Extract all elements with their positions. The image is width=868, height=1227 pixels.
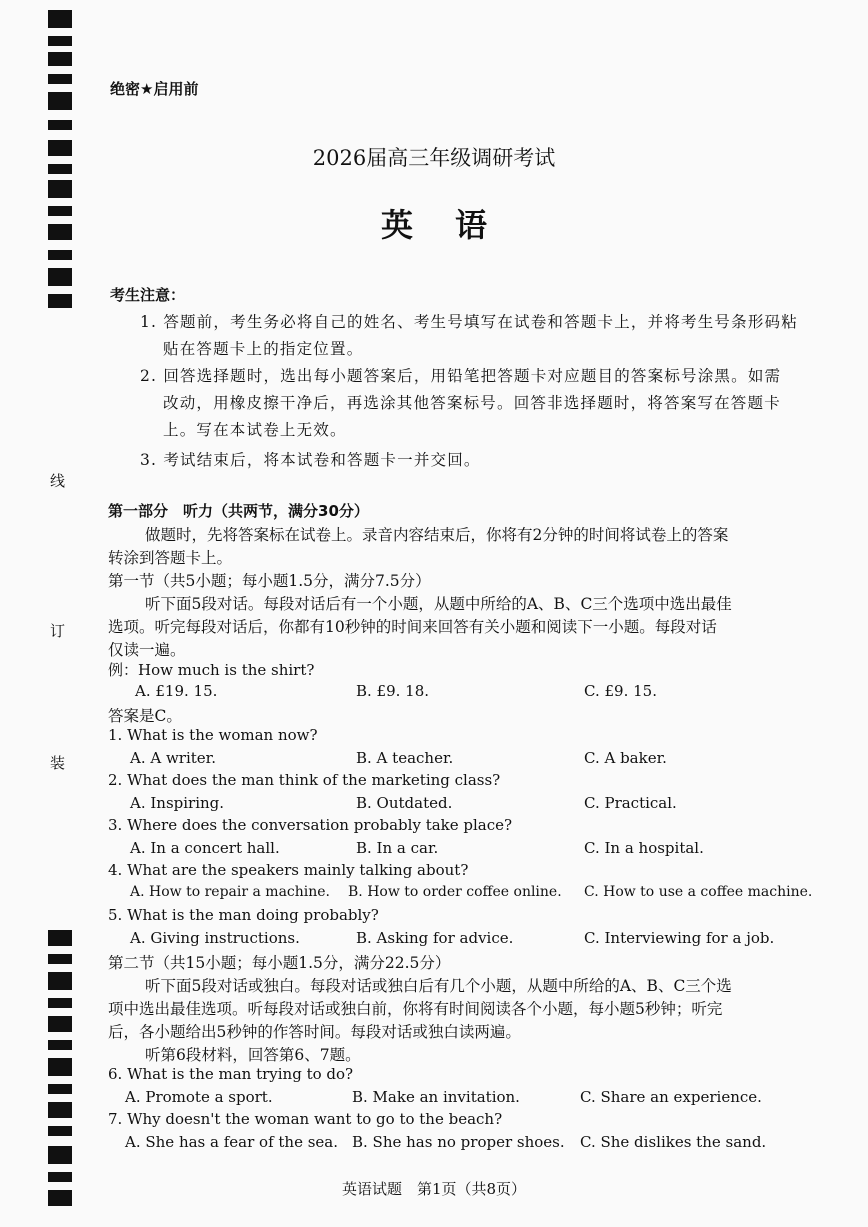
- question-1-option-a: A. A writer.: [130, 749, 216, 767]
- question-7-option-a: A. She has a fear of the sea.: [125, 1133, 339, 1151]
- section1-heading: 第一节（共5小题；每小题1.5分，满分7.5分）: [108, 572, 431, 590]
- question-1: 1. What is the woman now?: [108, 726, 318, 744]
- question-6-option-a: A. Promote a sport.: [125, 1088, 273, 1106]
- question-2-option-a: A. Inspiring.: [130, 794, 225, 812]
- exam-title: 2026届高三年级调研考试: [312, 146, 556, 170]
- notice-title: 考生注意：: [110, 286, 186, 304]
- section1-intro: 听下面5段对话。每段对话后有一个小题，从题中所给的A、B、C三个选项中选出最佳: [145, 595, 732, 613]
- question-4-option-c: C. How to use a coffee machine.: [584, 884, 813, 900]
- notice-line: 3. 考试结束后，将本试卷和答题卡一并交回。: [140, 451, 481, 469]
- section2-intro: 听下面5段对话或独白。每段对话或独白后有几个小题，从题中所给的A、B、C三个选: [145, 977, 732, 995]
- confidential-label: 绝密★启用前: [110, 80, 199, 98]
- notice-line: 1. 答题前，考生务必将自己的姓名、考生号填写在试卷和答题卡上，并将考生号条形码粘: [140, 313, 798, 331]
- question-4-option-a: A. How to repair a machine.: [130, 884, 330, 900]
- question-3-option-c: C. In a hospital.: [584, 839, 704, 857]
- question-6-option-b: B. Make an invitation.: [352, 1088, 520, 1106]
- question-6-option-c: C. Share an experience.: [580, 1088, 762, 1106]
- binding-char-line: 线: [50, 472, 66, 490]
- notice-line: 2. 回答选择题时，选出每小题答案后，用铅笔把答题卡对应题目的答案标号涂黑。如需: [140, 367, 782, 385]
- example-option-a: A. £19. 15.: [135, 682, 218, 700]
- question-2-option-c: C. Practical.: [584, 794, 677, 812]
- example-option-b: B. £9. 18.: [356, 682, 430, 700]
- question-3: 3. Where does the conversation probably take place?: [108, 816, 513, 834]
- section1-intro: 仅读一遍。: [108, 641, 186, 659]
- binding-char-bind: 装: [50, 754, 66, 772]
- binding-margin: [0, 0, 80, 1227]
- notice-line: 改动，用橡皮擦干净后，再选涂其他答案标号。回答非选择题时，将答案写在答题卡: [163, 394, 781, 412]
- part1-heading: 第一部分 听力（共两节，满分30分）: [108, 502, 369, 520]
- notice-line: 上。写在本试卷上无效。: [163, 421, 347, 439]
- section2-heading: 第二节（共15小题；每小题1.5分，满分22.5分）: [108, 954, 451, 972]
- part1-intro: 转涂到答题卡上。: [108, 549, 233, 567]
- material-instruction: 听第6段材料，回答第6、7题。: [145, 1046, 361, 1064]
- subject-title: 英语: [380, 206, 529, 244]
- question-7-option-c: C. She dislikes the sand.: [580, 1133, 767, 1151]
- page-footer: 英语试题 第1页（共8页）: [341, 1180, 527, 1198]
- question-3-option-b: B. In a car.: [356, 839, 439, 857]
- question-1-option-c: C. A baker.: [584, 749, 667, 767]
- example-answer: 答案是C。: [108, 707, 182, 725]
- section1-intro: 选项。听完每段对话后，你都有10秒钟的时间来回答有关小题和阅读下一小题。每段对话: [108, 618, 717, 636]
- question-2-option-b: B. Outdated.: [356, 794, 453, 812]
- section2-intro: 后，各小题给出5秒钟的作答时间。每段对话或独白读两遍。: [108, 1023, 521, 1041]
- example-question: 例：How much is the shirt?: [108, 661, 315, 679]
- question-5: 5. What is the man doing probably?: [108, 906, 379, 924]
- question-1-option-b: B. A teacher.: [356, 749, 454, 767]
- example-option-c: C. £9. 15.: [584, 682, 657, 700]
- binding-char-staple: 订: [50, 622, 66, 640]
- question-5-option-b: B. Asking for advice.: [356, 929, 514, 947]
- question-6: 6. What is the man trying to do?: [108, 1065, 354, 1083]
- question-2: 2. What does the man think of the marketing class?: [108, 771, 501, 789]
- part1-intro: 做题时，先将答案标在试卷上。录音内容结束后，你将有2分钟的时间将试卷上的答案: [145, 526, 729, 544]
- notice-line: 贴在答题卡上的指定位置。: [163, 340, 364, 358]
- section2-intro: 项中选出最佳选项。听每段对话或独白前，你将有时间阅读各个小题，每小题5秒钟；听完: [108, 1000, 723, 1018]
- question-4: 4. What are the speakers mainly talking about?: [108, 861, 469, 879]
- question-4-option-b: B. How to order coffee online.: [348, 884, 562, 900]
- question-3-option-a: A. In a concert hall.: [130, 839, 280, 857]
- question-7-option-b: B. She has no proper shoes.: [352, 1133, 565, 1151]
- question-5-option-a: A. Giving instructions.: [130, 929, 300, 947]
- question-5-option-c: C. Interviewing for a job.: [584, 929, 775, 947]
- question-7: 7. Why doesn't the woman want to go to the beach?: [108, 1110, 503, 1128]
